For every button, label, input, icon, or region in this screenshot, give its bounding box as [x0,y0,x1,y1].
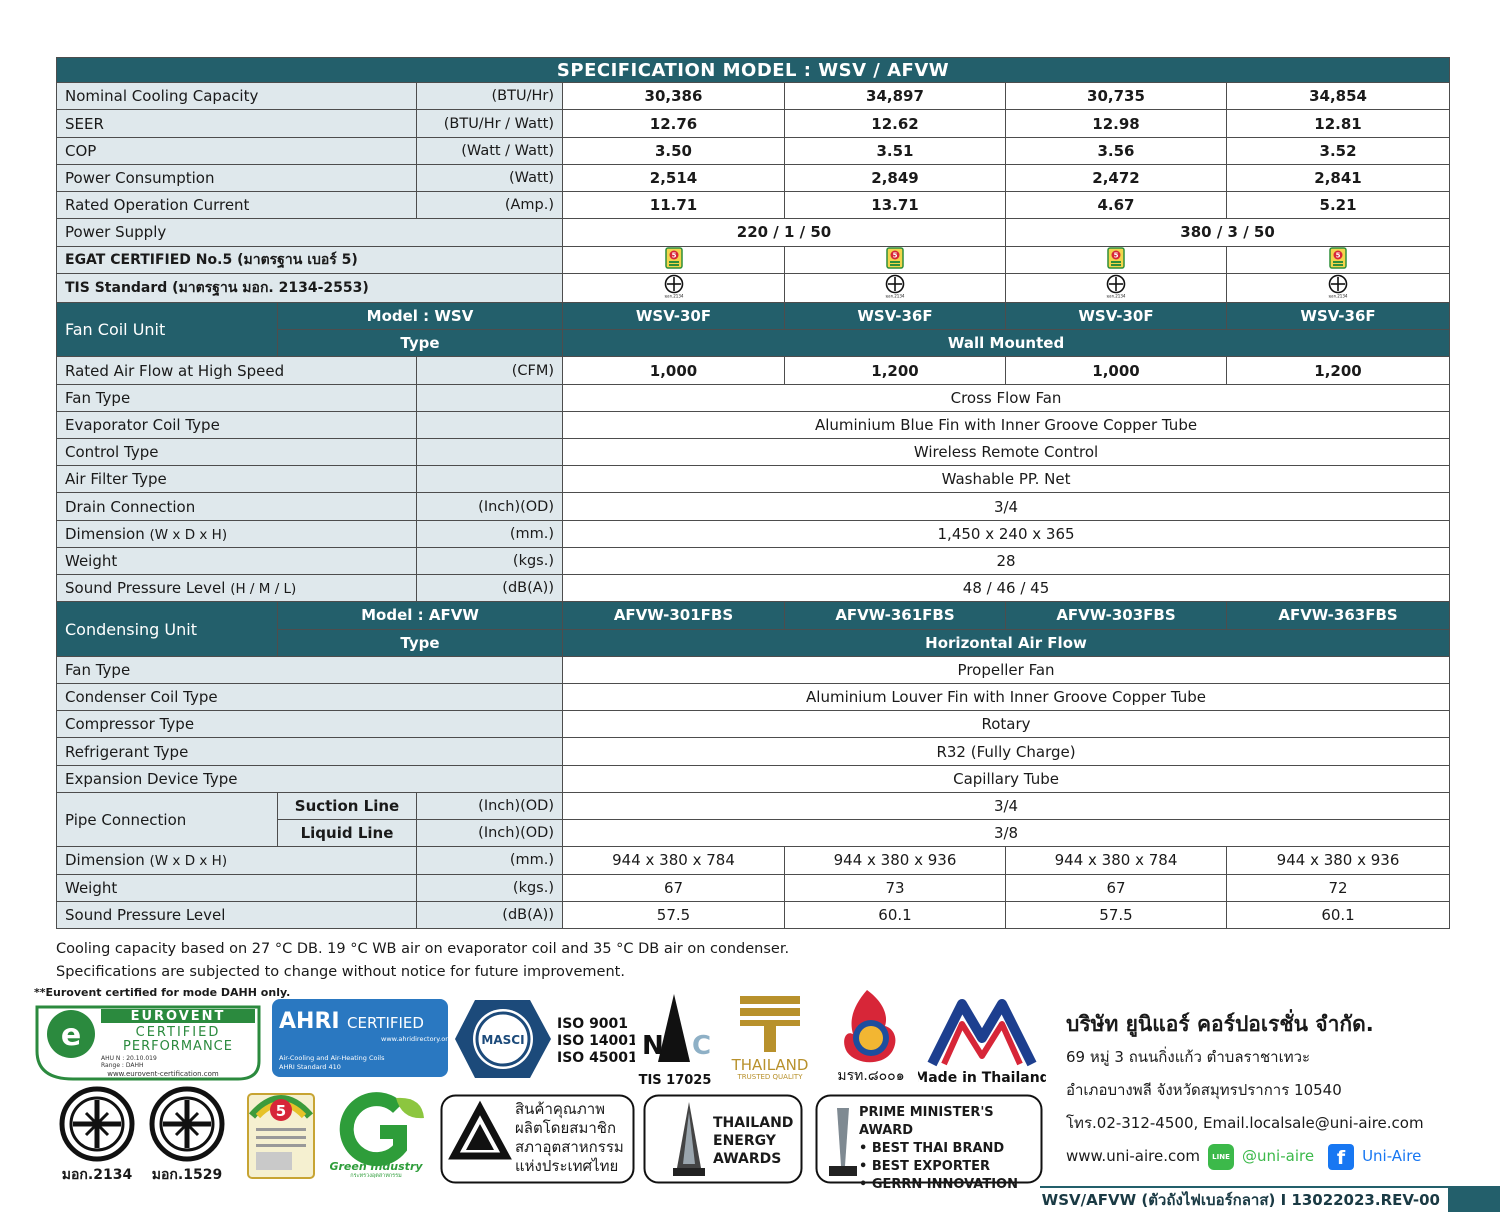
row-label: COP [57,137,417,164]
spec-value: Rotary [563,711,1450,738]
spec-value: 1,200 [785,357,1006,384]
tis-mark [563,273,785,302]
spec-value: 3.56 [1006,137,1227,164]
spec-value: 1,200 [1227,357,1450,384]
spec-value: Wireless Remote Control [563,439,1450,466]
model-name: WSV-30F [563,302,785,329]
spec-value: 30,735 [1006,83,1227,110]
type-value: Horizontal Air Flow [563,629,1450,656]
spec-value: 944 x 380 x 936 [1227,847,1450,874]
row-unit: (mm.) [417,520,563,547]
model-label: Model : AFVW [278,602,563,629]
row-unit: (BTU/Hr / Watt) [417,110,563,137]
spec-value: 3.50 [563,137,785,164]
spec-row [57,466,1450,493]
masci-iso-1: ISO 9001 [557,1016,629,1032]
section-condensing-unit: Condensing Unit [57,602,278,656]
mrt-text: มรท.๘๐๐๑ [837,1068,905,1084]
title-row [57,58,1450,83]
eurovent-l3: PERFORMANCE [123,1039,233,1054]
no5-text: 5 [275,1102,287,1120]
tis-mark-icon [1104,274,1128,298]
spec-row [57,656,1450,683]
eurovent-range: Range : DAHH [101,1062,144,1069]
spec-title: SPECIFICATION MODEL : WSV / AFVW [57,58,1450,83]
cu-sound-row [57,901,1450,928]
tis-mark [785,273,1006,302]
masci-logo [455,998,635,1080]
spec-value: 1,000 [1006,357,1227,384]
svg-text:C: C [692,1031,712,1061]
svg-text:5: 5 [671,251,676,260]
spec-row [57,83,1450,110]
row-label-suffix: (H / M / L) [230,581,297,598]
ahri-l1: Air-Cooling and Air-Heating Coils [279,1054,385,1062]
ahri-l2: AHRI Standard 410 [279,1063,341,1071]
spec-value: 2,841 [1227,164,1450,191]
note-cooling-basis: Cooling capacity based on 27 °C DB. 19 °C WB air on evaporator coil and 35 °C DB air on condenser. [56,941,790,957]
trusted-l2: TRUSTED QUALITY [737,1073,803,1081]
company-address-1: 69 หมู่ 3 ถนนกิ่งแก้ว ตำบลราชาเทวะ [1066,1048,1311,1066]
eurovent-logo [33,1001,263,1081]
tis2134-label: มอก.2134 [61,1167,133,1183]
spec-row [57,411,1450,438]
masci-name: MASCI [481,1033,525,1047]
masci-iso-3: ISO 45001 [557,1050,635,1066]
row-label: Fan Type [57,384,417,411]
row-label-suffix: (W x D x H) [149,853,228,870]
row-label: Drain Connection [57,493,417,520]
spec-value: 12.76 [563,110,785,137]
row-unit: (kgs.) [417,547,563,574]
pipe-liquid-label: Liquid Line [278,820,417,847]
spec-value: 57.5 [1006,901,1227,928]
egat-row [57,246,1450,273]
tis-row [57,273,1450,302]
spec-value: Aluminium Blue Fin with Inner Groove Copper Tube [563,411,1450,438]
row-label: Expansion Device Type [57,765,563,792]
egat-no5-icon [665,247,683,269]
row-label: Compressor Type [57,711,563,738]
row-label: Condenser Coil Type [57,684,563,711]
row-label: Fan Type [57,656,563,683]
tis2134-logo [58,1086,136,1184]
spec-row [57,520,1450,547]
row-label: Control Type [57,439,417,466]
pm-item-3: • GERRN INNOVATION [859,1177,1018,1192]
mrt-logo [823,986,919,1084]
energy-awards-logo [643,1094,803,1184]
pipe-suction-label: Suction Line [278,792,417,819]
fan-coil-model-row [57,302,1450,329]
spec-value: 12.81 [1227,110,1450,137]
svg-text:5: 5 [1335,251,1341,260]
pm-title: PRIME MINISTER'S AWARD [859,1105,994,1138]
spec-value: 2,849 [785,164,1006,191]
spec-value: 2,472 [1006,164,1227,191]
row-label-cell [57,520,417,547]
row-unit [417,439,563,466]
spec-value: Washable PP. Net [563,466,1450,493]
spec-row [57,164,1450,191]
ahri-url: www.ahridirectory.org [381,1035,449,1043]
note-spec-change: Specifications are subjected to change without notice for future improvement. [56,964,625,980]
row-label-cell [57,575,417,602]
tis-mark-icon [883,274,907,298]
row-label-suffix: (W x D x H) [149,526,228,543]
svg-text:มอก.2134: มอก.2134 [885,293,905,298]
spec-value: 2,514 [563,164,785,191]
row-label: SEER [57,110,417,137]
trusted-l1: THAILAND [731,1056,809,1074]
cu-weight-row [57,874,1450,901]
tis1529-label: มอก.1529 [151,1167,223,1183]
egat-no5-icon [886,247,904,269]
row-label-cell [57,847,417,874]
spec-row [57,547,1450,574]
row-label: Rated Air Flow at High Speed [57,357,417,384]
egat-mark [1227,246,1450,273]
tis-mark [1227,273,1450,302]
row-label: Power Supply [57,219,563,246]
spec-row [57,738,1450,765]
line-icon: LINE [1208,1144,1234,1170]
spec-value: Cross Flow Fan [563,384,1450,411]
svg-text:มอก.2134: มอก.2134 [1328,293,1348,298]
tis17025-text: TIS 17025 [638,1073,712,1088]
svg-text:N: N [642,1031,664,1061]
eurovent-url: www.eurovent-certification.com [107,1070,219,1078]
spec-value: 60.1 [1227,901,1450,928]
green-title: Green Industry [330,1160,423,1173]
section-fan-coil-unit: Fan Coil Unit [57,302,278,356]
spec-row [57,493,1450,520]
spec-row [57,192,1450,219]
row-unit: (BTU/Hr) [417,83,563,110]
spec-value: Aluminium Louver Fin with Inner Groove Copper Tube [563,684,1450,711]
spec-value: 3/8 [563,820,1450,847]
line-handle[interactable]: @uni-aire [1242,1147,1315,1165]
spec-value: 48 / 46 / 45 [563,575,1450,602]
spec-value: 3.51 [785,137,1006,164]
tis-mark [1006,273,1227,302]
row-unit: (Watt) [417,164,563,191]
row-label: Evaporator Coil Type [57,411,417,438]
row-unit: (Inch)(OD) [417,820,563,847]
egat-no5-icon [1107,247,1125,269]
condensing-model-row [57,602,1450,629]
spec-value: 1,450 x 240 x 365 [563,520,1450,547]
model-name: WSV-36F [785,302,1006,329]
svg-text:e: e [60,1018,82,1053]
spec-value: 944 x 380 x 784 [563,847,785,874]
thailand-trusted-logo [720,992,820,1082]
energy-line-1: THAILAND [713,1115,794,1131]
spec-value: 12.98 [1006,110,1227,137]
spec-value: 12.62 [785,110,1006,137]
row-unit [417,384,563,411]
egat-mark [563,246,785,273]
spec-value: 28 [563,547,1450,574]
tis-mark-icon [662,274,686,298]
row-unit [417,411,563,438]
made-in-thailand-logo [918,994,1046,1086]
row-label: Power Consumption [57,164,417,191]
svg-text:5: 5 [1113,251,1119,260]
spec-value: 944 x 380 x 936 [785,847,1006,874]
model-label: Model : WSV [278,302,563,329]
cu-dimension-row [57,847,1450,874]
spec-value: 57.5 [563,901,785,928]
made-in-thailand-text: Made in Thailand [918,1070,1046,1086]
ahri-logo [271,998,449,1078]
spec-row [57,110,1450,137]
green-sub: กระทรวงอุตสาหกรรม [350,1173,402,1178]
spec-value: 4.67 [1006,192,1227,219]
fti-line-3: สภาอุตสาหกรรม [515,1138,624,1156]
egat-mark [785,246,1006,273]
company-address-2: อำเภอบางพลี จังหวัดสมุทรปราการ 10540 [1066,1081,1342,1099]
model-name: AFVW-301FBS [563,602,785,629]
footer-doc-code: WSV/AFVW (ตัวถังไฟเบอร์กลาส) I 13022023.REV-00 [1034,1188,1448,1212]
spec-value: 60.1 [785,901,1006,928]
tis17025-logo [632,992,718,1088]
company-social [1066,1140,1456,1173]
row-label: Weight [57,547,417,574]
spec-value: Capillary Tube [563,765,1450,792]
tis-mark-icon [1326,274,1350,298]
row-unit: (Amp.) [417,192,563,219]
fti-line-2: ผลิตโดยสมาชิก [515,1119,617,1137]
energy-line-2: ENERGY [713,1133,776,1149]
facebook-icon: f [1328,1144,1354,1170]
row-label: Rated Operation Current [57,192,417,219]
model-name: AFVW-363FBS [1227,602,1450,629]
facebook-handle[interactable]: Uni-Aire [1362,1147,1422,1165]
energy-no5-label [244,1086,318,1180]
row-unit: (CFM) [417,357,563,384]
row-label: Air Filter Type [57,466,417,493]
masci-iso-2: ISO 14001 [557,1033,635,1049]
egat-mark [1006,246,1227,273]
svg-text:มอก.2134: มอก.2134 [1106,293,1126,298]
row-label: Pipe Connection [57,792,278,846]
airflow-row [57,357,1450,384]
row-label: Dimension [65,851,145,870]
type-value: Wall Mounted [563,330,1450,357]
spec-value: 34,854 [1227,83,1450,110]
fti-line-4: แห่งประเทศไทย [515,1157,619,1175]
company-name: บริษัท ยูนิแอร์ คอร์ปอเรชั่น จำกัด. [1066,1012,1374,1036]
spec-value: 34,897 [785,83,1006,110]
spec-value: 67 [563,874,785,901]
pm-award-logo [815,1094,1043,1192]
fti-quality-logo [440,1094,635,1184]
spec-value: 380 / 3 / 50 [1006,219,1450,246]
spec-value: Propeller Fan [563,656,1450,683]
row-unit: (Inch)(OD) [417,792,563,819]
row-unit [417,466,563,493]
spec-value: 30,386 [563,83,785,110]
row-unit: (dB(A)) [417,901,563,928]
spec-value: 3.52 [1227,137,1450,164]
spec-value: R32 (Fully Charge) [563,738,1450,765]
egat-no5-icon [1329,247,1347,269]
row-label: Sound Pressure Level [57,901,417,928]
tis1529-logo [148,1086,226,1184]
row-label: Dimension [65,524,145,543]
model-name: WSV-30F [1006,302,1227,329]
row-unit: (mm.) [417,847,563,874]
spec-value: 3/4 [563,493,1450,520]
model-name: AFVW-303FBS [1006,602,1227,629]
spec-value: 944 x 380 x 784 [1006,847,1227,874]
spec-value: 220 / 1 / 50 [563,219,1006,246]
type-label: Type [278,629,563,656]
spec-row [57,711,1450,738]
spec-row [57,684,1450,711]
row-label: EGAT CERTIFIED No.5 (มาตรฐาน เบอร์ 5) [57,246,563,273]
eurovent-l1: EUROVENT [130,1009,226,1024]
spec-row [57,137,1450,164]
spec-value: 1,000 [563,357,785,384]
pm-item-2: • BEST EXPORTER [859,1159,991,1174]
company-contact: โทร.02-312-4500, Email.localsale@uni-aire.com [1066,1114,1424,1132]
row-label: Sound Pressure Level [65,579,226,598]
row-unit: (kgs.) [417,874,563,901]
row-label: TIS Standard (มาตรฐาน มอก. 2134-2553) [57,273,563,302]
model-name: WSV-36F [1227,302,1450,329]
spec-value: 13.71 [785,192,1006,219]
company-website[interactable]: www.uni-aire.com [1066,1147,1201,1165]
row-unit: (dB(A)) [417,575,563,602]
eurovent-l2: CERTIFIED [135,1025,221,1040]
fti-line-1: สินค้าคุณภาพ [515,1100,606,1118]
model-name: AFVW-361FBS [785,602,1006,629]
row-unit: (Watt / Watt) [417,137,563,164]
spec-row [57,575,1450,602]
energy-line-3: AWARDS [713,1151,782,1167]
spec-value: 3/4 [563,792,1450,819]
spec-table [56,57,1450,929]
svg-text:5: 5 [892,251,898,260]
spec-value: 67 [1006,874,1227,901]
spec-value: 72 [1227,874,1450,901]
ahri-name: AHRI [279,1009,340,1034]
footnotes [56,938,789,984]
row-label: Refrigerant Type [57,738,563,765]
company-info [1066,1008,1456,1173]
row-unit: (Inch)(OD) [417,493,563,520]
spec-row [57,439,1450,466]
svg-text:มอก.2134: มอก.2134 [664,293,683,298]
spec-value: 73 [785,874,1006,901]
type-label: Type [278,330,563,357]
spec-value: 11.71 [563,192,785,219]
row-label: Weight [57,874,417,901]
eurovent-ahu: AHU N : 20.10.019 [101,1055,157,1062]
ahri-certified: CERTIFIED [347,1014,424,1032]
pipe-suction-row [57,792,1450,819]
green-industry-logo [330,1090,430,1178]
row-label: Nominal Cooling Capacity [57,83,417,110]
spec-row [57,765,1450,792]
pm-item-1: • BEST THAI BRAND [859,1141,1005,1156]
spec-row [57,384,1450,411]
spec-value: 5.21 [1227,192,1450,219]
eurovent-note: **Eurovent certified for mode DAHH only. [34,986,291,999]
power-supply-row [57,219,1450,246]
